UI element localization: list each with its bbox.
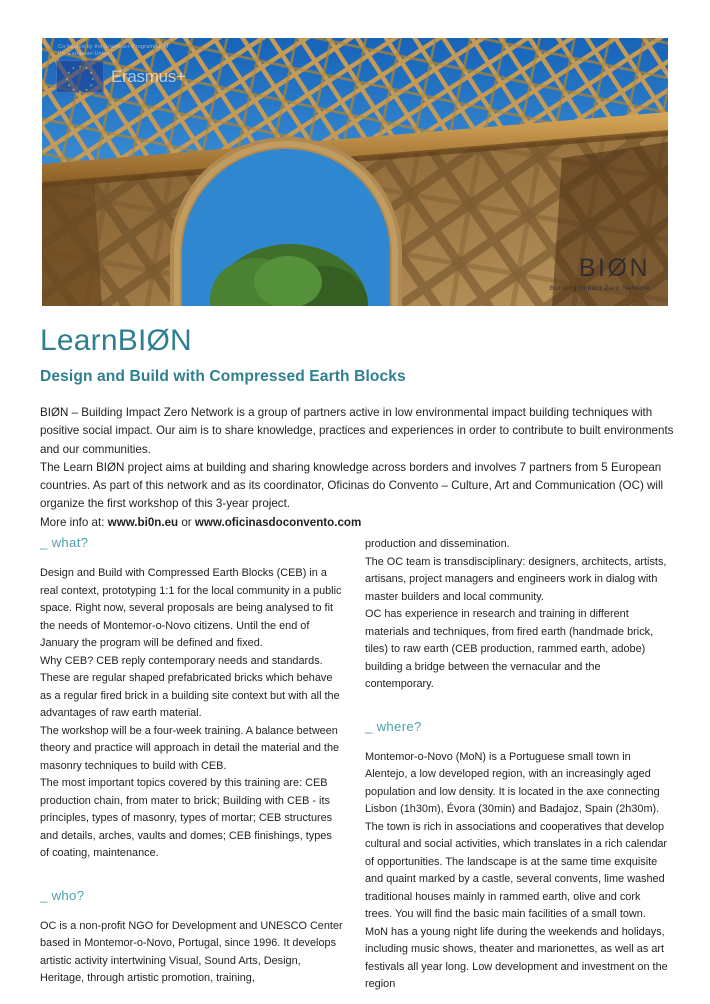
what-paragraph-4: The most important topics covered by this training are: CEB production chain, from mater to brick; Building with CEB - its principles, types of masonry, types of mortar; CEB structures and details, arches, vaults and domes; CEB finishings, types of coating, maintenance.	[40, 777, 333, 860]
page-title: LearnBIØN	[40, 324, 192, 357]
link-separator: or	[178, 515, 195, 529]
hero-illustration	[42, 38, 668, 306]
where-paragraph-2: The town is rich in associations and cooperatives that develop cultural and social activities, which translates in a rich calendar of opportunities. The landscape is at the same time exquisite and quaint marked by a castle, several convents, lime washed traditional houses mainly in rammed earth, olive and cork trees. You will find the basic main facilities of a small town. MoN has a young night life during the weekends and holidays, including music shows, theater and marionettes, as well as art festivals all year long. Low development and investment on the region	[365, 820, 668, 991]
erasmus-cofunded-text: Co-funded by the Erasmus+ Programme of the European Union	[58, 44, 169, 57]
what-paragraph-1: Design and Build with Compressed Earth Blocks (CEB) in a real context, prototyping 1:1 for the local community in a public space. Right now, several proposals are being analysed to fit the needs of Montemor-o-Novo citizens. Until the end of January the program will be defined and fixed.	[40, 567, 342, 650]
intro-paragraph-1: BIØN – Building Impact Zero Network is a group of partners active in low environmental impact building techniques with positive social impact. Our aim is to share knowledge, practices and experiences in order to contribute to built environments and our communities.	[40, 406, 674, 456]
link-bion-website[interactable]: www.bi0n.eu	[107, 515, 179, 529]
title-block	[40, 324, 680, 386]
who-paragraph-3: OC has experience in research and training in different materials and techniques, from fired earth (handmade brick, tiles) to raw earth (CEB production, rammed earth, adobe) building a bridge between the vernacular and the contemporary.	[365, 608, 654, 690]
link-oficinas-website[interactable]: www.oficinasdoconvento.com	[194, 515, 362, 529]
what-paragraph-2: Why CEB? CEB reply contemporary needs and standards. These are regular shaped prefabricated bricks which behave as a regular fired brick in a building site context but with all the advantages of raw earth material.	[40, 654, 340, 720]
what-paragraph-3: The workshop will be a four-week training. A balance between theory and practice will approach in detail the material and the masonry techniques to build with CEB.	[40, 724, 340, 772]
right-column	[365, 536, 668, 994]
left-column	[40, 536, 343, 988]
erasmus-wordmark: Erasmus+	[111, 66, 186, 86]
intro-block	[40, 404, 676, 532]
section-heading-what: _ what?	[40, 535, 89, 550]
bion-wordmark: BIØN	[578, 254, 650, 282]
intro-paragraph-2: The Learn BIØN project aims at building and sharing knowledge across borders and involves 7 partners from 5 European countries. As part of this network and as its coordinator, Oficinas do Convento – Culture, Art and Communication (OC) will organize the first workshop of this 3-year project.	[40, 460, 664, 511]
section-heading-who: _ who?	[40, 887, 85, 903]
who-paragraph-2: The OC team is transdisciplinary: designers, architects, artists, artisans, project managers and engineers work in dialog with master builders and local community.	[365, 555, 667, 603]
intro-more-info	[40, 514, 676, 532]
more-info-label: More info at:	[40, 515, 108, 529]
who-paragraph-1-right-part: production and dissemination.	[365, 538, 510, 550]
hero-photo	[42, 38, 668, 306]
page-subtitle: Design and Build with Compressed Earth Blocks	[40, 367, 406, 385]
section-heading-where: _ where?	[365, 718, 422, 734]
bion-tagline: Building Impact Zero Network	[549, 285, 650, 292]
who-paragraph-1-left-part: OC is a non-profit NGO for Development and UNESCO Center based in Montemor-o-Novo, Portugal, since 1996. It develops artistic activity intertwining Visual, Sound Arts, Design, Heritage, through artistic promotion, training,	[40, 919, 343, 985]
where-paragraph-1: Montemor-o-Novo (MoN) is a Portuguese small town in Alentejo, a low developed region, with an increasingly aged population and low density. It is located in the axe connecting Lisbon (1h30m), Évora (30min) and Badajoz, Spain (2h30m).	[365, 750, 660, 816]
